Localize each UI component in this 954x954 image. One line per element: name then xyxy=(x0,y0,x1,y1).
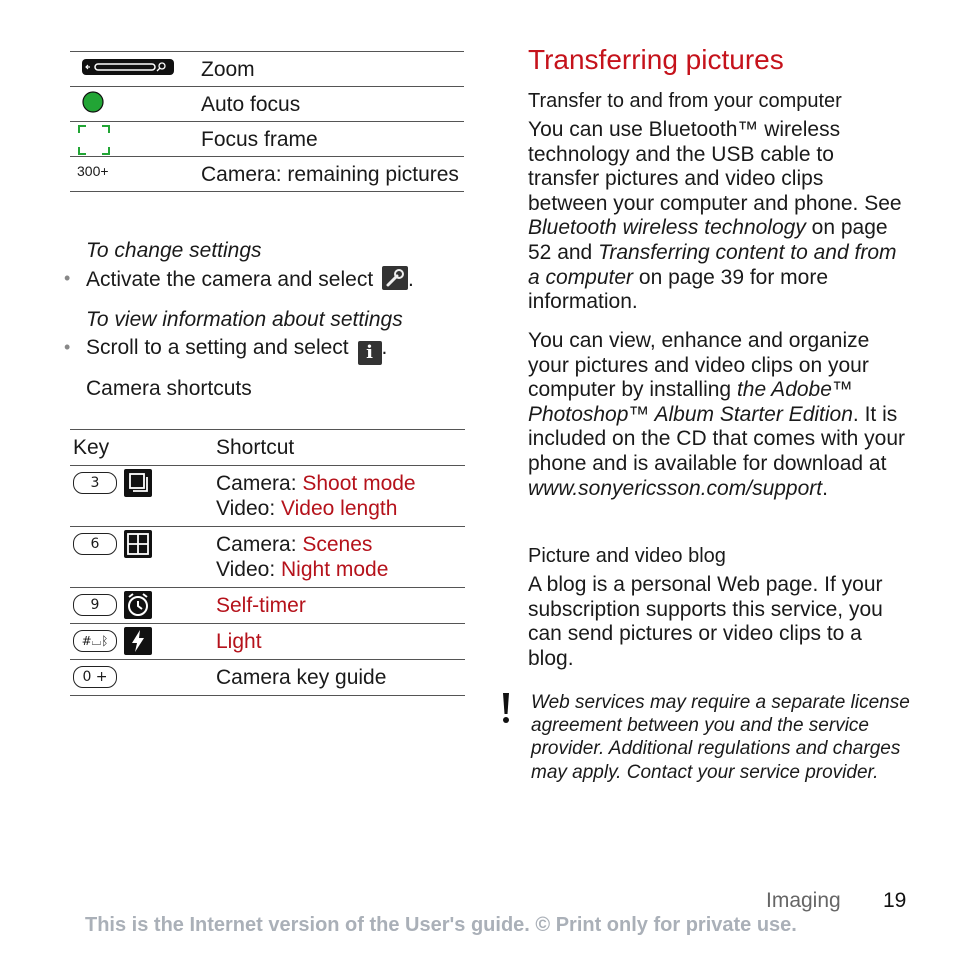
icon-row-focus-frame xyxy=(70,121,464,156)
key-cell xyxy=(73,472,152,497)
shortcuts-header xyxy=(70,429,465,465)
text: You can view, enhance and organize your pictures and video clips on your computer by installing xyxy=(528,329,870,402)
icon-label: Zoom xyxy=(201,58,255,81)
adobe-product-name: the Adobe™ Photoshop™ Album Starter Edition xyxy=(528,378,853,426)
change-settings-step xyxy=(64,266,414,292)
camera-icon-table xyxy=(70,51,464,192)
icon-label: Focus frame xyxy=(201,128,318,151)
key-6: 6 xyxy=(73,533,117,555)
icon-label: Camera: remaining pictures xyxy=(201,163,459,186)
focus-frame-icon xyxy=(78,125,110,160)
step-text: Scroll to a setting and select xyxy=(86,336,349,359)
table-row xyxy=(70,659,465,696)
subheading-blog: Picture and video blog xyxy=(528,545,726,567)
text: on page 52 and xyxy=(528,216,888,264)
web-services-note: Web services may require a separate license agreement between you and the service provider. Additional regulations and charges may apply. Contact your service provider. xyxy=(531,692,910,783)
shortcut-prefix: Video: xyxy=(216,497,281,520)
camera-shortcuts-title: Camera shortcuts xyxy=(86,377,252,400)
header-shortcut: Shortcut xyxy=(216,436,295,459)
icon-label: Auto focus xyxy=(201,93,301,116)
table-row xyxy=(70,623,465,659)
bullet: • xyxy=(64,268,71,288)
shoot-mode-icon xyxy=(124,469,152,497)
section-title: Transferring pictures xyxy=(528,44,784,75)
shoot-mode-link[interactable]: Shoot mode xyxy=(302,472,416,495)
green-dot-icon xyxy=(82,91,104,118)
table-row xyxy=(70,587,465,623)
shortcut-prefix: Camera: xyxy=(216,533,303,556)
shortcut-prefix: Video: xyxy=(216,558,281,581)
page-number: 19 xyxy=(883,889,907,912)
flash-light-icon xyxy=(124,627,152,655)
exclamation-icon xyxy=(500,692,512,729)
support-url[interactable]: www.sonyericsson.com/support xyxy=(528,476,823,500)
icon-row-remaining xyxy=(70,156,464,192)
shortcut-cell xyxy=(216,588,465,623)
scenes-link[interactable]: Scenes xyxy=(302,533,373,556)
key-cell xyxy=(73,666,117,688)
key-9: 9 xyxy=(73,594,117,616)
shortcut-cell xyxy=(216,466,465,526)
text: . It is included on the CD that comes with your phone and is available for download at xyxy=(528,402,906,475)
table-row xyxy=(70,526,465,587)
key-cell xyxy=(73,533,152,558)
info-settings-title: To view information about settings xyxy=(86,308,403,331)
wrench-icon xyxy=(382,266,408,290)
step-end: . xyxy=(381,336,388,359)
step-text: Activate the camera and select xyxy=(86,268,374,291)
light-link[interactable]: Light xyxy=(216,630,262,653)
info-settings-step xyxy=(64,335,388,365)
icon-row-zoom xyxy=(70,51,464,86)
shortcut-cell xyxy=(216,527,465,587)
video-length-link[interactable]: Video length xyxy=(281,497,398,520)
key-cell xyxy=(73,630,152,655)
key-hash: #⌴ᛒ xyxy=(73,630,117,652)
remaining-count-icon: 300+ xyxy=(77,163,109,179)
text: on page 39 for more information. xyxy=(528,265,829,314)
icon-row-autofocus xyxy=(70,86,464,121)
key-cell xyxy=(73,594,152,619)
key-3: 3 xyxy=(73,472,117,494)
bluetooth-reference: Bluetooth wireless technology xyxy=(528,216,806,240)
section-name: Imaging xyxy=(766,889,841,912)
header-key: Key xyxy=(73,436,110,459)
self-timer-icon xyxy=(124,591,152,619)
adobe-paragraph xyxy=(528,329,908,501)
text: . xyxy=(822,476,828,500)
shortcut-cell xyxy=(216,624,465,659)
scenes-grid-icon xyxy=(124,530,152,558)
footer-notice: This is the Internet version of the User's guide. © Print only for private use. xyxy=(85,914,797,936)
zoom-bar-icon xyxy=(82,59,174,80)
text: You can use Bluetooth™ wireless technology and the USB cable to transfer pictures and video clips between your computer and phone. See xyxy=(528,118,902,215)
night-mode-link[interactable]: Night mode xyxy=(281,558,389,581)
shortcuts-table xyxy=(70,429,465,696)
self-timer-link[interactable]: Self-timer xyxy=(216,594,306,617)
key-0: 0 + xyxy=(73,666,117,688)
subheading-transfer: Transfer to and from your computer xyxy=(528,90,842,112)
table-row xyxy=(70,465,465,526)
shortcut-cell: Camera key guide xyxy=(216,666,387,689)
change-settings-title: To change settings xyxy=(86,239,262,262)
blog-paragraph: A blog is a personal Web page. If your subscription supports this service, you can send pictures or video clips to a blog. xyxy=(528,573,883,670)
transfer-paragraph xyxy=(528,118,908,315)
transferring-content-reference: Transferring content to and from a computer xyxy=(528,240,897,289)
info-icon: i xyxy=(358,341,382,365)
shortcut-prefix: Camera: xyxy=(216,472,303,495)
bullet: • xyxy=(64,337,71,357)
step-end: . xyxy=(408,268,414,291)
